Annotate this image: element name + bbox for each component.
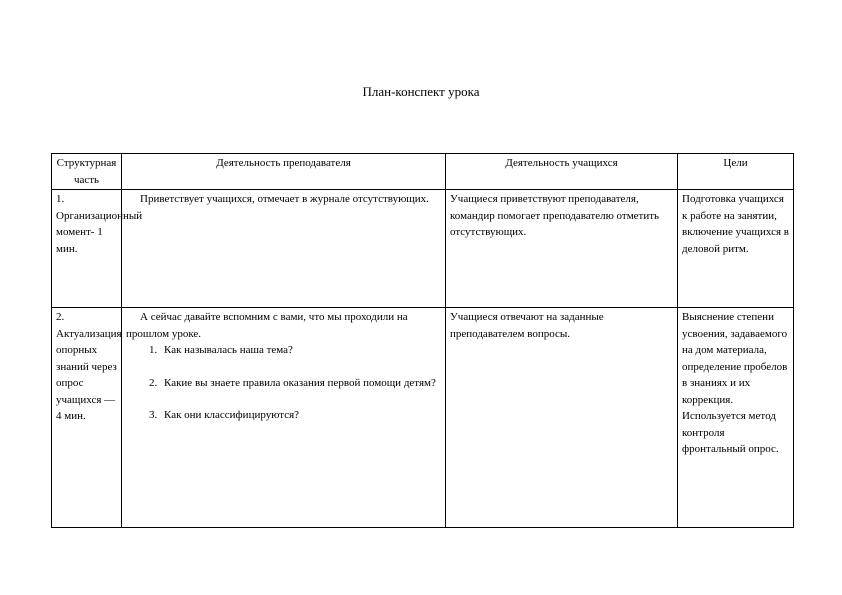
page-title: План-конспект урока xyxy=(362,84,480,99)
row2-student-activity: Учащиеся отвечают на заданные преподавателем вопросы. xyxy=(446,308,678,528)
row1-teacher-activity: Приветствует учащихся, отмечает в журнале отсутствующих. xyxy=(122,190,446,308)
row2-teacher-activity xyxy=(122,308,446,528)
table-row xyxy=(52,190,794,308)
question-list xyxy=(126,342,441,424)
header-structure: Структурная часть xyxy=(52,154,122,190)
header-goals: Цели xyxy=(678,154,794,190)
question-item: 2. Какие вы знаете правила оказания первой помощи детям? xyxy=(160,375,441,392)
question-item: 1. Как называлась наша тема? xyxy=(160,342,441,359)
row2-structure: 2. Актуализация опорных знаний через опрос учащихся — 4 мин. xyxy=(52,308,122,528)
row1-student-activity: Учащиеся приветствуют преподавателя, командир помогает преподавателю отметить отсутствующих. xyxy=(446,190,678,308)
row2-teacher-intro: А сейчас давайте вспомним с вами, что мы проходили на прошлом уроке. xyxy=(126,311,408,340)
row1-structure: 1. Организационный момент- 1 мин. xyxy=(52,190,122,308)
header-teacher-activity: Деятельность преподавателя xyxy=(122,154,446,190)
table-row xyxy=(52,308,794,528)
lesson-plan-table xyxy=(51,153,794,528)
row1-goals: Подготовка учащихся к работе на занятии, включение учащихся в деловой ритм. xyxy=(678,190,794,308)
header-student-activity: Деятельность учащихся xyxy=(446,154,678,190)
row2-goals: Выяснение степени усвоения, задаваемого на дом материала, определение пробелов в знаниях и их коррекция. Используется метод контроля фронтальный опрос. xyxy=(678,308,794,528)
question-item: 3. Как они классифицируются? xyxy=(160,407,441,424)
table-header-row xyxy=(52,154,794,190)
